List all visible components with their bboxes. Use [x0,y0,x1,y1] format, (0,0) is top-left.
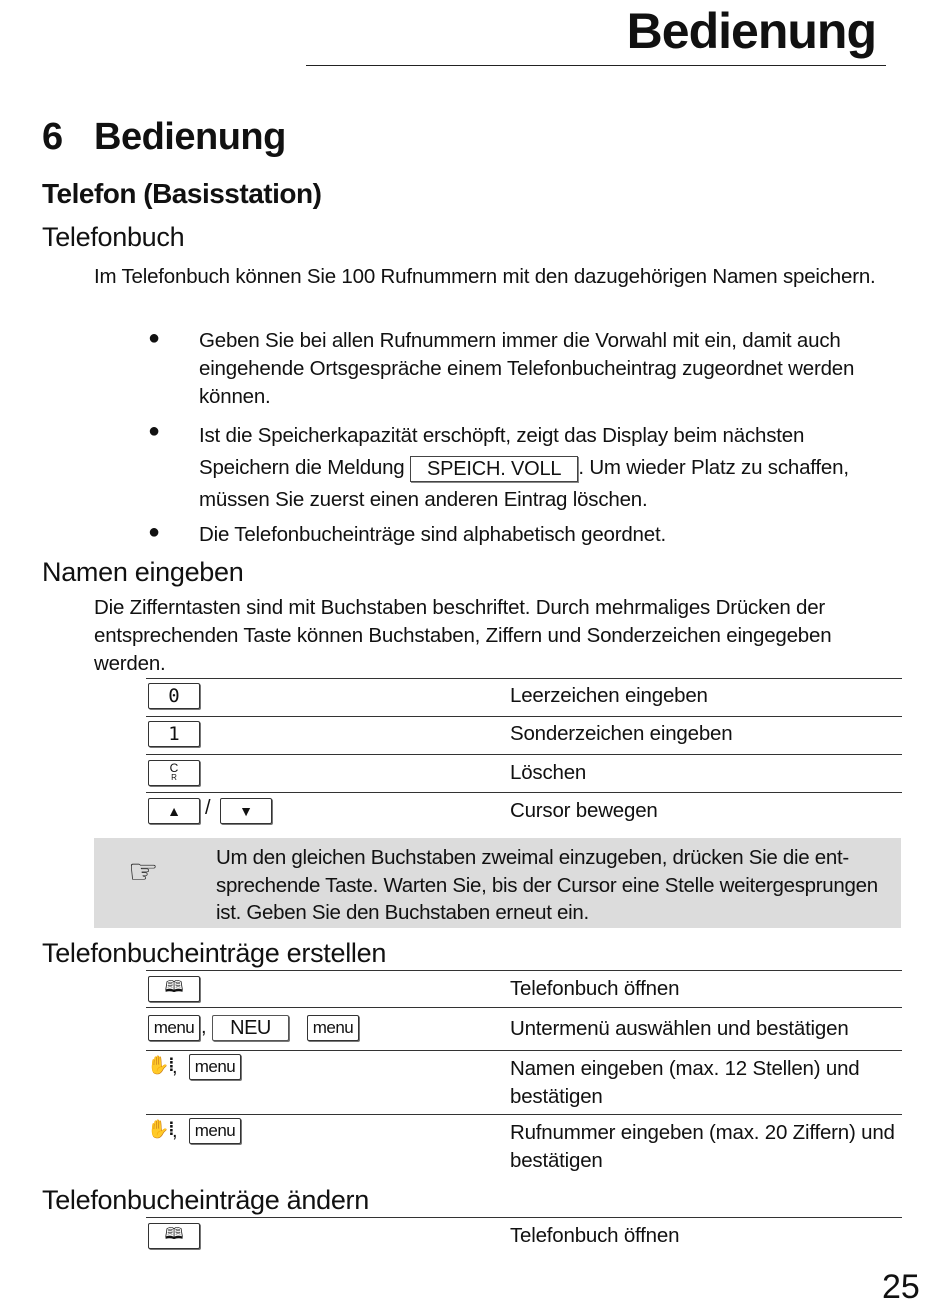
section-heading: Telefon (Basisstation) [42,178,322,209]
phonebook-key-icon: 🕮 [148,976,200,1002]
key-1: 1 [148,721,200,747]
bullet-item: Die Telefonbucheinträge sind alphabetisch geordnet. [199,523,666,546]
bullet-item [199,420,899,516]
phonebook-key-icon: 🕮 [148,1223,200,1249]
phonebook-intro: Im Telefonbuch können Sie 100 Rufnummern mit den dazugehörigen Namen speichern. [94,265,876,288]
key-separator: / [205,797,211,819]
table-row-action: Untermenü auswählen und bestätigen [510,1017,849,1040]
bullet-item: Geben Sie bei allen Rufnummern immer die Vorwahl mit ein, damit auch eingehende Ortsgespräche einem Telefonbucheintrag zugeordnet werden können. [199,329,855,408]
display-message-speich-voll: SPEICH. VOLL [410,456,578,482]
key-up: ▲ [148,798,200,824]
table-row-action: Telefonbuch öffnen [510,977,680,1000]
key-separator: , [172,1056,178,1078]
running-header-title: Bedienung [626,3,876,59]
phonebook-heading: Telefonbuch [42,222,185,252]
chapter-title: Bedienung [94,116,286,158]
table-rule [146,1050,902,1051]
keypad-icon: ✋⁞ [147,1119,174,1139]
table-rule [146,678,902,679]
bullet-marker: ● [148,420,161,442]
key-separator: , [201,1016,207,1038]
table-row-action: Telefonbuch öffnen [510,1224,680,1247]
display-softkey-neu: NEU [212,1015,289,1041]
bullet-text-after: . Um wieder Platz zu schaffen, müssen Sie zuerst einen anderen Eintrag löschen. [199,456,849,511]
key-clear-sub: R [171,773,177,782]
chapter-number: 6 [42,116,63,158]
bullet-marker: ● [148,327,161,349]
table-rule [146,716,902,717]
key-menu: menu [307,1015,359,1041]
note-text: Um den gleichen Buchstaben zweimal einzugeben, drücken Sie die ent-sprechende Taste. Warten Sie, bis der Cursor eine Stelle weitergesprungen ist. Geben Sie den Buchstaben erneut ein. [216,846,878,924]
key-menu: menu [189,1054,241,1080]
table-rule [146,1007,902,1008]
table-row-action: Rufnummer eingeben (max. 20 Ziffern) und bestätigen [510,1121,895,1172]
create-heading: Telefonbucheinträge erstellen [42,938,387,968]
keypad-icon: ✋⁞ [147,1055,174,1075]
key-0: 0 [148,683,200,709]
bullet-marker: ● [148,521,161,543]
key-menu: menu [189,1118,241,1144]
key-clear-label: C [169,761,179,775]
header-rule [306,65,886,66]
table-rule [146,792,902,793]
edit-heading: Telefonbucheinträge ändern [42,1185,369,1215]
key-separator: , [172,1120,178,1142]
key-menu: menu [148,1015,200,1041]
table-rule [146,970,902,971]
table-rule [146,754,902,755]
table-rule [146,1217,902,1218]
table-row-action: Leerzeichen eingeben [510,684,708,707]
table-rule [146,1114,902,1115]
table-row-action: Löschen [510,761,587,784]
table-row-action: Namen eingeben (max. 12 Stellen) und bestätigen [510,1057,860,1108]
chapter-heading [42,116,286,159]
key-clear [148,760,200,786]
pointing-hand-icon: ☞ [128,853,159,891]
key-down: ▼ [220,798,272,824]
names-intro: Die Zifferntasten sind mit Buchstaben beschriftet. Durch mehrmaliges Drücken der entsprechenden Taste können Buchstaben, Ziffern und Sonderzeichen eingegeben werden. [94,596,832,675]
table-row-action: Cursor bewegen [510,799,658,822]
page-number: 25 [882,1268,920,1306]
bullet-text-before: Ist die Speicherkapazität erschöpft, zeigt das Display beim nächsten Speichern die Meldung [199,424,805,479]
names-heading: Namen eingeben [42,557,244,587]
table-row-action: Sonderzeichen eingeben [510,722,733,745]
